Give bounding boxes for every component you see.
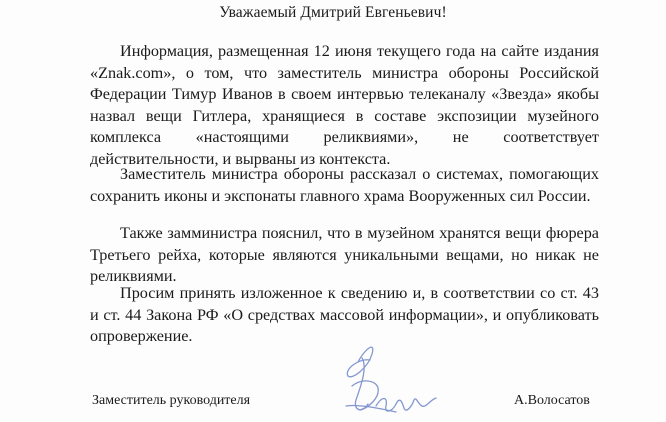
- paragraph-3: [90, 223, 599, 288]
- paragraph-3-text: Также замминистра пояснил, что в музейном хранятся вещи фюрера Третьего рейха, которые являются уникальными вещами, но никак не реликвиями.: [90, 224, 599, 286]
- paragraph-2: [90, 164, 599, 207]
- salutation: Уважаемый Дмитрий Евгеньевич!: [219, 4, 447, 21]
- handwritten-signature: [318, 328, 458, 422]
- paragraph-2-text: Заместитель министра обороны рассказал о системах, помогающих сохранить иконы и экспонаты главного храма Вооруженных сил России.: [90, 165, 599, 205]
- signature-stroke: [347, 347, 372, 377]
- signatory-title: Заместитель руководителя: [92, 393, 251, 408]
- paragraph-1: [90, 41, 599, 171]
- signatory-name: А.Волосатов: [514, 393, 590, 408]
- signature-stroke: [346, 405, 396, 412]
- paragraph-4-text: Просим принять изложенное к сведению и, в соответствии со ст. 43 и ст. 44 Закона РФ «О средствах массовой информации», и опубликовать опровержение.: [90, 284, 599, 346]
- paragraph-1-text: Информация, размещенная 12 июня текущего года на сайте издания «Znak.com», о том, что заместитель министра обороны Российской Федерации Тимур Иванов в своем интервью телеканалу «Звезда» якобы назвал вещи Гитлера, хранящиеся в составе экспозиции музейного комплекса «настоящими реликвиями», не соответствует действительности, и вырваны из контекста.: [90, 42, 599, 168]
